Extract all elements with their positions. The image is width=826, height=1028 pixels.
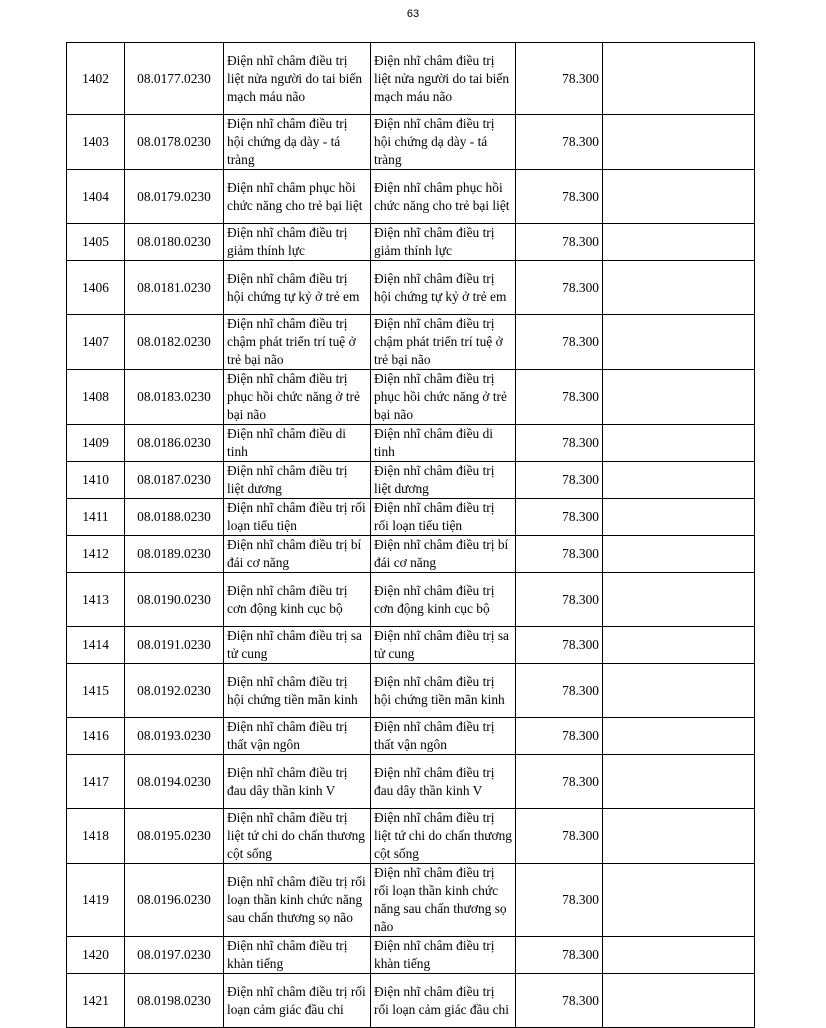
service-name: Điện nhĩ châm điều trị liệt nửa người do tai biến mạch máu não: [224, 43, 371, 115]
service-price: 78.300: [516, 937, 603, 974]
table-row: [67, 499, 755, 536]
note-cell: [603, 370, 755, 425]
service-code: 08.0182.0230: [125, 315, 224, 370]
row-number: 1412: [67, 536, 125, 573]
service-price: 78.300: [516, 170, 603, 224]
service-price: 78.300: [516, 370, 603, 425]
note-cell: [603, 224, 755, 261]
row-number: 1413: [67, 573, 125, 627]
service-name: Điện nhĩ châm điều trị phục hồi chức năng ở trẻ bại não: [224, 370, 371, 425]
service-code: 08.0183.0230: [125, 370, 224, 425]
service-name-approved: Điện nhĩ châm điều trị liệt dương: [371, 462, 516, 499]
note-cell: [603, 809, 755, 864]
service-code: 08.0177.0230: [125, 43, 224, 115]
service-name-approved: Điện nhĩ châm điều trị rối loạn thần kinh chức năng sau chấn thương sọ não: [371, 864, 516, 937]
service-price: 78.300: [516, 627, 603, 664]
table-row: [67, 370, 755, 425]
row-number: 1408: [67, 370, 125, 425]
row-number: 1417: [67, 755, 125, 809]
service-code: 08.0194.0230: [125, 755, 224, 809]
service-name: Điện nhĩ châm điều trị liệt tứ chi do chấn thương cột sống: [224, 809, 371, 864]
service-price: 78.300: [516, 499, 603, 536]
note-cell: [603, 864, 755, 937]
table-row: [67, 573, 755, 627]
note-cell: [603, 170, 755, 224]
service-name-approved: Điện nhĩ châm điều trị hội chứng tự kỷ ở trẻ em: [371, 261, 516, 315]
row-number: 1414: [67, 627, 125, 664]
note-cell: [603, 536, 755, 573]
note-cell: [603, 43, 755, 115]
service-name-approved: Điện nhĩ châm điều trị rối loạn cảm giác đầu chi: [371, 974, 516, 1028]
row-number: 1421: [67, 974, 125, 1028]
row-number: 1416: [67, 718, 125, 755]
row-number: 1406: [67, 261, 125, 315]
service-name: Điện nhĩ châm điều trị liệt dương: [224, 462, 371, 499]
service-name-approved: Điện nhĩ châm điều trị phục hồi chức năng ở trẻ bại não: [371, 370, 516, 425]
service-code: 08.0190.0230: [125, 573, 224, 627]
service-code: 08.0187.0230: [125, 462, 224, 499]
note-cell: [603, 425, 755, 462]
row-number: 1420: [67, 937, 125, 974]
service-name-approved: Điện nhĩ châm điều trị chậm phát triển trí tuệ ở trẻ bại não: [371, 315, 516, 370]
service-name-approved: Điện nhĩ châm điều trị thất vận ngôn: [371, 718, 516, 755]
service-name: Điện nhĩ châm điều trị hội chứng tiền mãn kinh: [224, 664, 371, 718]
service-price: 78.300: [516, 224, 603, 261]
page-number: 63: [406, 8, 420, 20]
service-name: Điện nhĩ châm phục hồi chức năng cho trẻ bại liệt: [224, 170, 371, 224]
service-price: 78.300: [516, 573, 603, 627]
row-number: 1419: [67, 864, 125, 937]
service-price: 78.300: [516, 315, 603, 370]
service-name-approved: Điện nhĩ châm điều trị hội chứng tiền mãn kinh: [371, 664, 516, 718]
table-row: [67, 664, 755, 718]
service-price: 78.300: [516, 809, 603, 864]
service-name: Điện nhĩ châm điều trị đau dây thần kinh V: [224, 755, 371, 809]
table-row: [67, 425, 755, 462]
service-price: 78.300: [516, 115, 603, 170]
service-name: Điện nhĩ châm điều trị giảm thính lực: [224, 224, 371, 261]
table-row: [67, 315, 755, 370]
note-cell: [603, 718, 755, 755]
note-cell: [603, 462, 755, 499]
service-name: Điện nhĩ châm điều trị hội chứng tự kỷ ở trẻ em: [224, 261, 371, 315]
service-name-approved: Điện nhĩ châm điều trị rối loạn tiểu tiện: [371, 499, 516, 536]
service-code: 08.0180.0230: [125, 224, 224, 261]
service-price: 78.300: [516, 43, 603, 115]
service-code: 08.0193.0230: [125, 718, 224, 755]
service-name: Điện nhĩ châm điều trị rối loạn tiểu tiện: [224, 499, 371, 536]
service-name-approved: Điện nhĩ châm điều trị bí đái cơ năng: [371, 536, 516, 573]
service-name-approved: Điện nhĩ châm phục hồi chức năng cho trẻ bại liệt: [371, 170, 516, 224]
row-number: 1407: [67, 315, 125, 370]
service-name: Điện nhĩ châm điều trị thất vận ngôn: [224, 718, 371, 755]
service-name: Điện nhĩ châm điều trị khàn tiếng: [224, 937, 371, 974]
row-number: 1402: [67, 43, 125, 115]
service-price: 78.300: [516, 755, 603, 809]
note-cell: [603, 664, 755, 718]
table-row: [67, 937, 755, 974]
table-row: [67, 755, 755, 809]
table-row: [67, 809, 755, 864]
service-code: 08.0198.0230: [125, 974, 224, 1028]
service-price: 78.300: [516, 718, 603, 755]
service-price: 78.300: [516, 536, 603, 573]
price-table: [66, 42, 755, 1028]
service-code: 08.0192.0230: [125, 664, 224, 718]
service-name-approved: Điện nhĩ châm điều trị cơn động kinh cục bộ: [371, 573, 516, 627]
service-name: Điện nhĩ châm điều di tinh: [224, 425, 371, 462]
note-cell: [603, 755, 755, 809]
note-cell: [603, 573, 755, 627]
table-row: [67, 224, 755, 261]
service-code: 08.0186.0230: [125, 425, 224, 462]
note-cell: [603, 499, 755, 536]
service-name-approved: Điện nhĩ châm điều trị đau dây thần kinh V: [371, 755, 516, 809]
service-code: 08.0179.0230: [125, 170, 224, 224]
note-cell: [603, 261, 755, 315]
row-number: 1405: [67, 224, 125, 261]
row-number: 1415: [67, 664, 125, 718]
service-code: 08.0191.0230: [125, 627, 224, 664]
row-number: 1418: [67, 809, 125, 864]
service-name-approved: Điện nhĩ châm điều trị liệt tứ chi do chấn thương cột sống: [371, 809, 516, 864]
service-name: Điện nhĩ châm điều trị bí đái cơ năng: [224, 536, 371, 573]
table-body: [67, 43, 755, 1028]
service-name: Điện nhĩ châm điều trị chậm phát triển trí tuệ ở trẻ bại não: [224, 315, 371, 370]
note-cell: [603, 627, 755, 664]
service-price: 78.300: [516, 425, 603, 462]
table-row: [67, 974, 755, 1028]
table-row: [67, 627, 755, 664]
row-number: 1410: [67, 462, 125, 499]
service-code: 08.0178.0230: [125, 115, 224, 170]
service-name: Điện nhĩ châm điều trị rối loạn cảm giác đầu chi: [224, 974, 371, 1028]
row-number: 1404: [67, 170, 125, 224]
service-name: Điện nhĩ châm điều trị cơn động kinh cục bộ: [224, 573, 371, 627]
table-row: [67, 462, 755, 499]
service-name: Điện nhĩ châm điều trị sa tử cung: [224, 627, 371, 664]
service-name-approved: Điện nhĩ châm điều trị giảm thính lực: [371, 224, 516, 261]
note-cell: [603, 937, 755, 974]
table-row: [67, 864, 755, 937]
table-row: [67, 536, 755, 573]
service-price: 78.300: [516, 974, 603, 1028]
service-name: Điện nhĩ châm điều trị rối loạn thần kinh chức năng sau chấn thương sọ não: [224, 864, 371, 937]
service-name-approved: Điện nhĩ châm điều di tinh: [371, 425, 516, 462]
table-row: [67, 43, 755, 115]
note-cell: [603, 974, 755, 1028]
service-name-approved: Điện nhĩ châm điều trị liệt nửa người do tai biến mạch máu não: [371, 43, 516, 115]
service-price: 78.300: [516, 664, 603, 718]
table-row: [67, 170, 755, 224]
table-row: [67, 115, 755, 170]
service-code: 08.0181.0230: [125, 261, 224, 315]
service-code: 08.0195.0230: [125, 809, 224, 864]
service-name-approved: Điện nhĩ châm điều trị sa tử cung: [371, 627, 516, 664]
service-price: 78.300: [516, 462, 603, 499]
table-row: [67, 718, 755, 755]
service-price: 78.300: [516, 864, 603, 937]
table-row: [67, 261, 755, 315]
service-code: 08.0188.0230: [125, 499, 224, 536]
row-number: 1409: [67, 425, 125, 462]
service-name-approved: Điện nhĩ châm điều trị hội chứng dạ dày - tá tràng: [371, 115, 516, 170]
row-number: 1411: [67, 499, 125, 536]
note-cell: [603, 315, 755, 370]
service-code: 08.0196.0230: [125, 864, 224, 937]
service-code: 08.0189.0230: [125, 536, 224, 573]
service-price: 78.300: [516, 261, 603, 315]
service-code: 08.0197.0230: [125, 937, 224, 974]
service-name: Điện nhĩ châm điều trị hội chứng dạ dày - tá tràng: [224, 115, 371, 170]
row-number: 1403: [67, 115, 125, 170]
note-cell: [603, 115, 755, 170]
service-name-approved: Điện nhĩ châm điều trị khàn tiếng: [371, 937, 516, 974]
